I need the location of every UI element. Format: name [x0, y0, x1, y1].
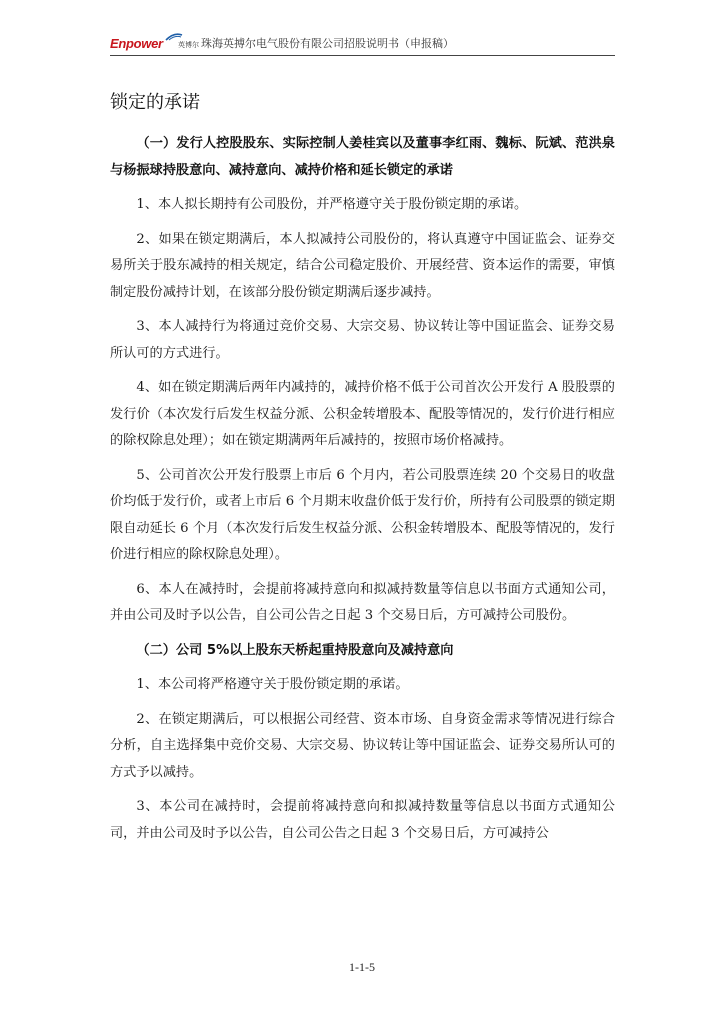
commitment-item: 2、在锁定期满后，可以根据公司经营、资本市场、自身资金需求等情况进行综合分析，自主选择集中竞价交易、大宗交易、协议转让等中国证监会、证券交易所认可的方式予以减持。	[110, 711, 615, 780]
logo-chinese-name: 英博尔	[178, 41, 199, 49]
page-body	[110, 90, 615, 855]
commitment-item: 2、如果在锁定期满后，本人拟减持公司股份的，将认真遵守中国证监会、证券交易所关于股东减持的相关规定，结合公司稳定股价、开展经营、资本运作的需要，审慎制定股份减持计划，在该部分股份锁定期满后逐步减持。	[110, 231, 615, 300]
commitment-item: 3、本人减持行为将通过竞价交易、大宗交易、协议转让等中国证监会、证券交易所认可的方式进行。	[110, 319, 615, 361]
logo-wordmark: Enpower	[110, 36, 163, 51]
page-number: 1-1-5	[349, 960, 375, 974]
page-header	[110, 34, 615, 54]
commitment-item: 1、本人拟长期持有公司股份，并严格遵守关于股份锁定期的承诺。	[136, 197, 528, 212]
subheading-1: （一）发行人控股股东、实际控制人姜桂宾以及董事李红雨、魏标、阮斌、范洪泉与杨振球持股意向、减持意向、减持价格和延长锁定的承诺	[110, 136, 615, 178]
commitment-item: 4、如在锁定期满后两年内减持的，减持价格不低于公司首次公开发行 A 股股票的发行价（本次发行后发生权益分派、公积金转增股本、配股等情况的，发行价进行相应的除权除息处理）；如在锁定期满两年后减持的，按照市场价格减持。	[110, 380, 615, 448]
document-header-title: 珠海英搏尔电气股份有限公司招股说明书（申报稿）	[201, 37, 454, 50]
subheading-2: （二）公司 5%以上股东天桥起重持股意向及减持意向	[136, 642, 454, 658]
header-divider	[110, 55, 615, 56]
commitment-item: 6、本人在减持时，会提前将减持意向和拟减持数量等信息以书面方式通知公司，并由公司及时予以公告，自公司公告之日起 3 个交易日后，方可减持公司股份。	[110, 581, 615, 623]
commitment-item: 5、公司首次公开发行股票上市后 6 个月内，若公司股票连续 20 个交易日的收盘价均低于发行价，或者上市后 6 个月期末收盘价低于发行价，所持有公司股票的锁定期限自动延长 6 个月（本次发行后发生权益分派、公积金转增股本、配股等情况的，发行价进行相应的除权除息处理）。	[110, 467, 615, 562]
section-title: 锁定的承诺	[110, 92, 200, 113]
company-logo	[110, 36, 198, 52]
commitment-item: 3、本公司在减持时，会提前将减持意向和拟减持数量等信息以书面方式通知公司，并由公司及时予以公告，自公司公告之日起 3 个交易日后，方可减持公	[110, 799, 615, 841]
commitment-item: 1、本公司将严格遵守关于股份锁定期的承诺。	[136, 677, 409, 692]
